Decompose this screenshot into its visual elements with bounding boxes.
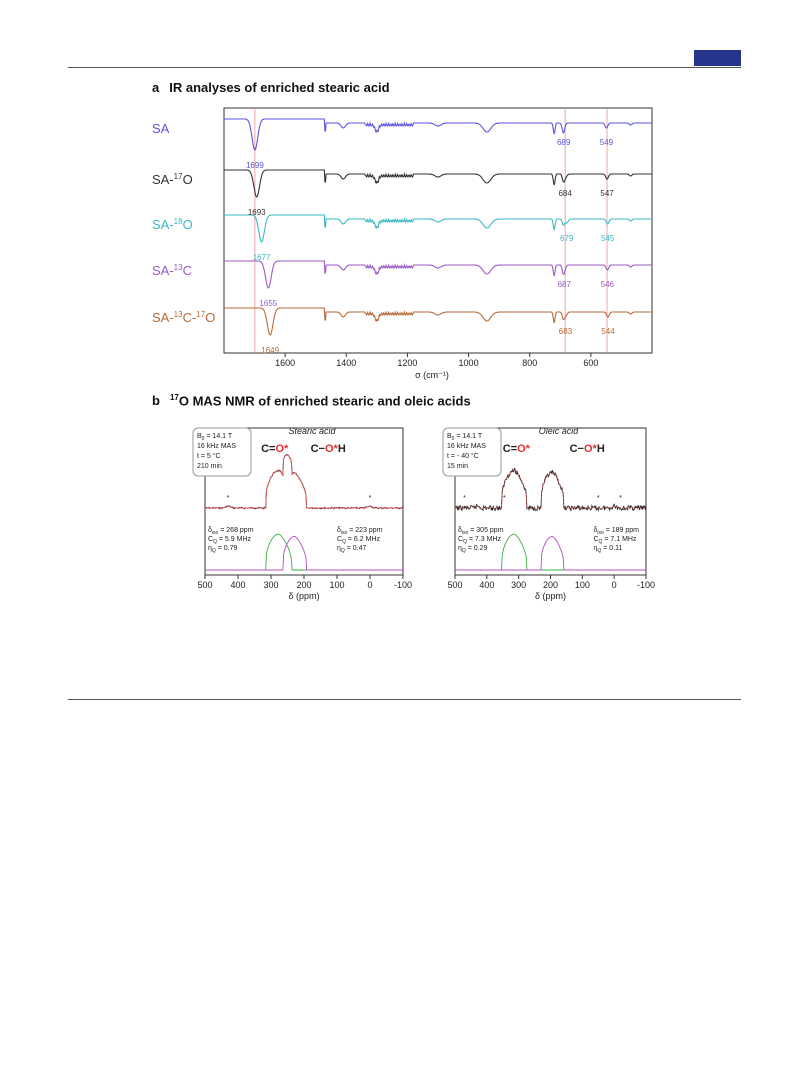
param-value: = 6.2 MHz	[345, 536, 380, 543]
nmr-site-parameter	[458, 545, 488, 554]
ir-peak-label: 547	[600, 189, 614, 198]
ir-series-label-part: O	[182, 217, 193, 232]
ir-series-label	[152, 121, 170, 136]
ir-peak-label: 689	[556, 138, 571, 147]
nmr-site-parameter	[208, 545, 238, 554]
panel-a-tag: a	[152, 80, 160, 95]
species-c: C=	[502, 443, 518, 455]
nmr-x-tick-label: 100	[329, 580, 345, 590]
nmr-condition-temp: t = - 40 °C	[447, 453, 479, 460]
nmr-x-tick-label: 0	[611, 580, 617, 590]
param-subscript: Q	[211, 548, 216, 554]
ir-series-label-part: SA-	[152, 172, 174, 187]
species-label-coh	[570, 443, 605, 455]
param-symbol: η	[458, 545, 462, 552]
b0-value: = 14.1 T	[454, 433, 483, 440]
ir-series-label	[152, 217, 193, 232]
spinning-sideband-marker: *	[368, 495, 372, 502]
nmr-site-parameter	[458, 527, 504, 536]
ir-trace	[224, 170, 652, 197]
param-value: = 7.1 MHz	[602, 536, 637, 543]
species-h: H	[596, 443, 605, 455]
param-value: = 5.9 MHz	[216, 536, 251, 543]
param-subscript: iso	[211, 530, 219, 536]
panel-a-title: IR analyses of enriched stearic acid	[169, 80, 390, 95]
ir-series-label-part: C	[182, 263, 192, 278]
nmr-condition-temp: t = 5 °C	[197, 453, 221, 460]
nmr-panel-title: Oleic acid	[538, 426, 579, 436]
ir-series-label-part: 13	[173, 310, 183, 319]
nmr-x-axis-label: δ (ppm)	[288, 591, 320, 601]
param-symbol: δ	[337, 527, 341, 534]
param-subscript: iso	[597, 530, 604, 536]
ir-trace	[224, 215, 652, 242]
spinning-sideband-marker: *	[463, 495, 466, 502]
nmr-charts	[0, 420, 809, 610]
param-subscript: Q	[597, 548, 602, 554]
param-value: = 305 ppm	[468, 527, 504, 534]
param-subscript: Q	[342, 539, 346, 545]
ir-series-label-part: 13	[173, 263, 183, 272]
spinning-sideband-marker: *	[596, 495, 600, 502]
ir-series-label-part: C-	[182, 310, 197, 325]
spinning-sideband-marker: *	[226, 495, 230, 502]
ir-x-tick-label: 1200	[397, 358, 418, 368]
param-value: = 0.79	[215, 545, 238, 552]
param-value: = 0.29	[465, 545, 488, 552]
ir-series-label-part: O	[182, 172, 193, 187]
species-h: H	[337, 443, 346, 455]
nmr-x-tick-label: -100	[636, 580, 656, 590]
ir-peak-label: 545	[600, 234, 615, 243]
nmr-site-parameter	[593, 545, 622, 554]
param-subscript: iso	[340, 530, 348, 536]
param-value: = 189 ppm	[603, 527, 640, 534]
top-rule	[68, 67, 741, 68]
ir-series-label-part: 18	[173, 217, 183, 226]
param-symbol: η	[337, 545, 341, 552]
ir-x-tick-label: 1000	[458, 358, 479, 368]
ir-peak-label: 1677	[252, 253, 271, 262]
ir-peak-label: 687	[557, 280, 571, 289]
param-value: = 7.3 MHz	[466, 536, 501, 543]
param-subscript: Q	[461, 548, 466, 554]
ir-peak-label: 684	[558, 189, 572, 198]
nmr-site-parameter	[337, 536, 380, 545]
ir-peak-label: 679	[560, 234, 574, 243]
param-subscript: Q	[213, 539, 217, 545]
nmr-panel-title: Stearic acid	[288, 426, 336, 436]
b0-subscript: 0	[451, 436, 455, 442]
b0-value: = 14.1 T	[204, 433, 233, 440]
panel-b-title-sup: 17	[169, 393, 179, 402]
ir-chart	[0, 100, 809, 390]
nmr-site-parameter	[337, 527, 383, 536]
nmr-x-tick-label: 300	[511, 580, 527, 590]
param-value: = 223 ppm	[347, 527, 383, 534]
ir-series-label	[152, 310, 215, 325]
param-symbol: C	[593, 536, 599, 543]
ir-peak-label: 546	[600, 280, 615, 289]
ir-series-label	[152, 172, 193, 187]
ir-series-label-part: SA-	[152, 217, 174, 232]
param-subscript: Q	[463, 539, 467, 545]
nmr-x-tick-label: -100	[393, 580, 413, 590]
nmr-x-tick-label: 200	[542, 580, 559, 590]
param-value: = 268 ppm	[218, 527, 254, 534]
ir-x-tick-label: 1400	[336, 358, 357, 368]
species-c: C−	[310, 443, 325, 455]
header-accent-box	[694, 50, 741, 66]
param-symbol: η	[593, 545, 598, 552]
panel-b-tag: b	[152, 393, 160, 409]
nmr-x-tick-label: 400	[479, 580, 495, 590]
nmr-x-tick-label: 400	[230, 580, 246, 590]
species-label-co	[261, 443, 289, 455]
nmr-site-parameter	[593, 527, 639, 536]
nmr-site-parameter	[337, 545, 367, 554]
panel-a-heading	[152, 80, 390, 95]
b0-symbol: B	[447, 433, 452, 440]
species-o: O*	[324, 443, 338, 455]
param-symbol: η	[208, 545, 212, 552]
nmr-x-tick-label: 100	[574, 580, 590, 590]
ir-peak-label: 683	[558, 327, 573, 336]
bottom-rule	[68, 699, 741, 700]
ir-plot-frame	[224, 108, 652, 353]
nmr-x-tick-label: 500	[197, 580, 213, 590]
ir-peak-label: 1699	[245, 161, 264, 170]
ir-trace	[224, 119, 652, 150]
param-symbol: C	[337, 536, 343, 543]
ir-series-label-part: SA	[152, 121, 170, 136]
param-symbol: C	[458, 536, 464, 543]
nmr-x-axis-label: δ (ppm)	[534, 591, 567, 601]
ir-series-label	[152, 263, 192, 278]
ir-peak-label: 1655	[259, 299, 278, 308]
nmr-site-parameter	[593, 536, 636, 545]
ir-series-label-part: 17	[173, 172, 183, 181]
ir-x-tick-label: 800	[522, 358, 538, 368]
ir-x-axis-label: σ (cm⁻¹)	[415, 370, 449, 380]
nmr-site-parameter	[208, 536, 251, 545]
spinning-sideband-marker: *	[502, 495, 506, 502]
b0-subscript: 0	[201, 436, 205, 442]
b0-symbol: B	[197, 433, 202, 440]
ir-peak-label: 1693	[247, 208, 266, 217]
param-value: = 0.47	[344, 545, 367, 552]
nmr-x-tick-label: 500	[447, 580, 463, 590]
ir-series-label-part: SA-	[152, 263, 174, 278]
nmr-condition-spin: 16 kHz MAS	[447, 443, 486, 450]
species-o: O*	[517, 443, 530, 455]
param-symbol: δ	[593, 527, 598, 534]
species-c: C=	[261, 443, 276, 455]
nmr-site-parameter	[458, 536, 501, 545]
species-label-coh	[311, 443, 346, 455]
spinning-sideband-marker: *	[619, 495, 622, 502]
ir-peak-label: 544	[601, 327, 615, 336]
species-o: O*	[583, 443, 597, 455]
param-symbol: C	[208, 536, 214, 543]
nmr-condition-spin: 16 kHz MAS	[197, 443, 236, 450]
nmr-x-tick-label: 200	[296, 580, 312, 590]
species-o: O*	[275, 443, 289, 455]
ir-series-label-part: SA-	[152, 310, 174, 325]
ir-trace	[224, 308, 652, 335]
nmr-condition-time: 210 min	[197, 463, 222, 470]
nmr-x-tick-label: 300	[263, 580, 279, 590]
ir-peak-label: 549	[599, 138, 614, 147]
ir-series-label-part: O	[205, 310, 216, 325]
nmr-site-parameter	[208, 527, 254, 536]
nmr-x-tick-label: 0	[367, 580, 373, 590]
ir-series-label-part: 17	[196, 310, 206, 319]
nmr-panel-oleic	[443, 426, 655, 601]
param-subscript: iso	[461, 530, 469, 536]
nmr-condition-time: 15 min	[447, 463, 469, 470]
species-label-co	[503, 443, 531, 455]
param-value: = 0.11	[601, 545, 623, 552]
param-symbol: δ	[458, 527, 462, 534]
ir-peak-label: 1649	[261, 346, 280, 355]
nmr-panel-stearic	[193, 426, 412, 601]
ir-trace	[224, 261, 652, 288]
param-subscript: Q	[598, 539, 603, 545]
ir-x-tick-label: 600	[583, 358, 599, 368]
panel-b-title: O MAS NMR of enriched stearic and oleic acids	[178, 393, 471, 409]
species-c: C−	[569, 443, 584, 455]
param-symbol: δ	[208, 527, 212, 534]
panel-b-heading	[152, 393, 471, 408]
param-subscript: Q	[340, 548, 345, 554]
ir-x-tick-label: 1600	[275, 358, 296, 368]
